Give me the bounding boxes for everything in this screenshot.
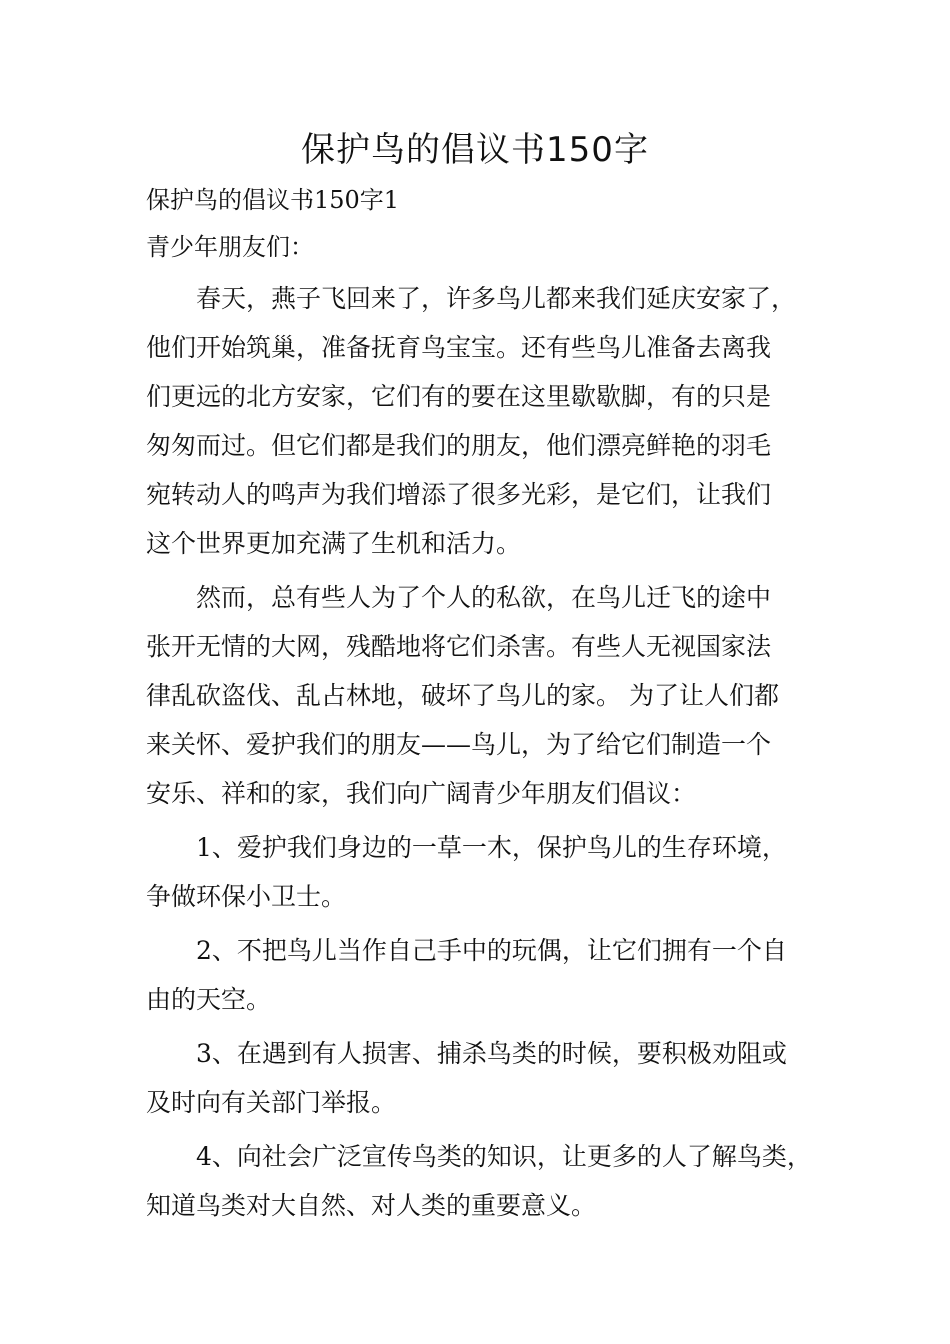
text-line: 匆匆而过。但它们都是我们的朋友，他们漂亮鲜艳的羽毛 (146, 431, 772, 460)
paragraph-1 (146, 274, 810, 568)
proposal-item-2 (146, 926, 810, 1024)
text-line: 宛转动人的鸣声为我们增添了很多光彩，是它们，让我们 (146, 480, 772, 509)
text-line: 3、在遇到有人损害、捕杀鸟类的时候，要积极劝阻或 (146, 1039, 787, 1068)
salutation: 青少年朋友们： (146, 233, 314, 261)
text-line: 来关怀、爱护我们的朋友——鸟儿，为了给它们制造一个 (146, 730, 772, 759)
text-line: 张开无情的大网，残酷地将它们杀害。有些人无视国家法 (146, 632, 772, 661)
paragraph-2 (146, 573, 810, 818)
text-line: 争做环保小卫士。 (146, 882, 347, 911)
proposal-item-3 (146, 1029, 810, 1127)
proposal-item-4 (146, 1132, 810, 1230)
text-line: 们更远的北方安家，它们有的要在这里歇歇脚，有的只是 (146, 382, 772, 411)
page-title: 保护鸟的倡议书150字 (301, 130, 649, 170)
text-line: 春天，燕子飞回来了，许多鸟儿都来我们延庆安家了， (146, 284, 797, 313)
text-line: 他们开始筑巢，准备抚育鸟宝宝。还有些鸟儿准备去离我 (146, 333, 772, 362)
text-line: 律乱砍盗伐、乱占林地，破坏了鸟儿的家。 为了让人们都 (146, 681, 779, 710)
text-line: 及时向有关部门举报。 (146, 1088, 397, 1117)
proposal-item-1 (146, 823, 810, 921)
text-line: 知道鸟类对大自然、对人类的重要意义。 (146, 1191, 597, 1220)
text-line: 4、向社会广泛宣传鸟类的知识，让更多的人了解鸟类， (146, 1142, 812, 1171)
text-line: 然而，总有些人为了个人的私欲，在鸟儿迁飞的途中 (146, 583, 772, 612)
section-heading: 保护鸟的倡议书150字1 (146, 186, 400, 214)
text-line: 这个世界更加充满了生机和活力。 (146, 529, 522, 558)
document-body (146, 180, 810, 1235)
text-line: 由的天空。 (146, 985, 272, 1014)
text-line: 2、不把鸟儿当作自己手中的玩偶，让它们拥有一个自 (146, 936, 787, 965)
text-line: 1、爱护我们身边的一草一木，保护鸟儿的生存环境， (146, 833, 787, 862)
text-line: 安乐、祥和的家，我们向广阔青少年朋友们倡议： (146, 779, 697, 808)
